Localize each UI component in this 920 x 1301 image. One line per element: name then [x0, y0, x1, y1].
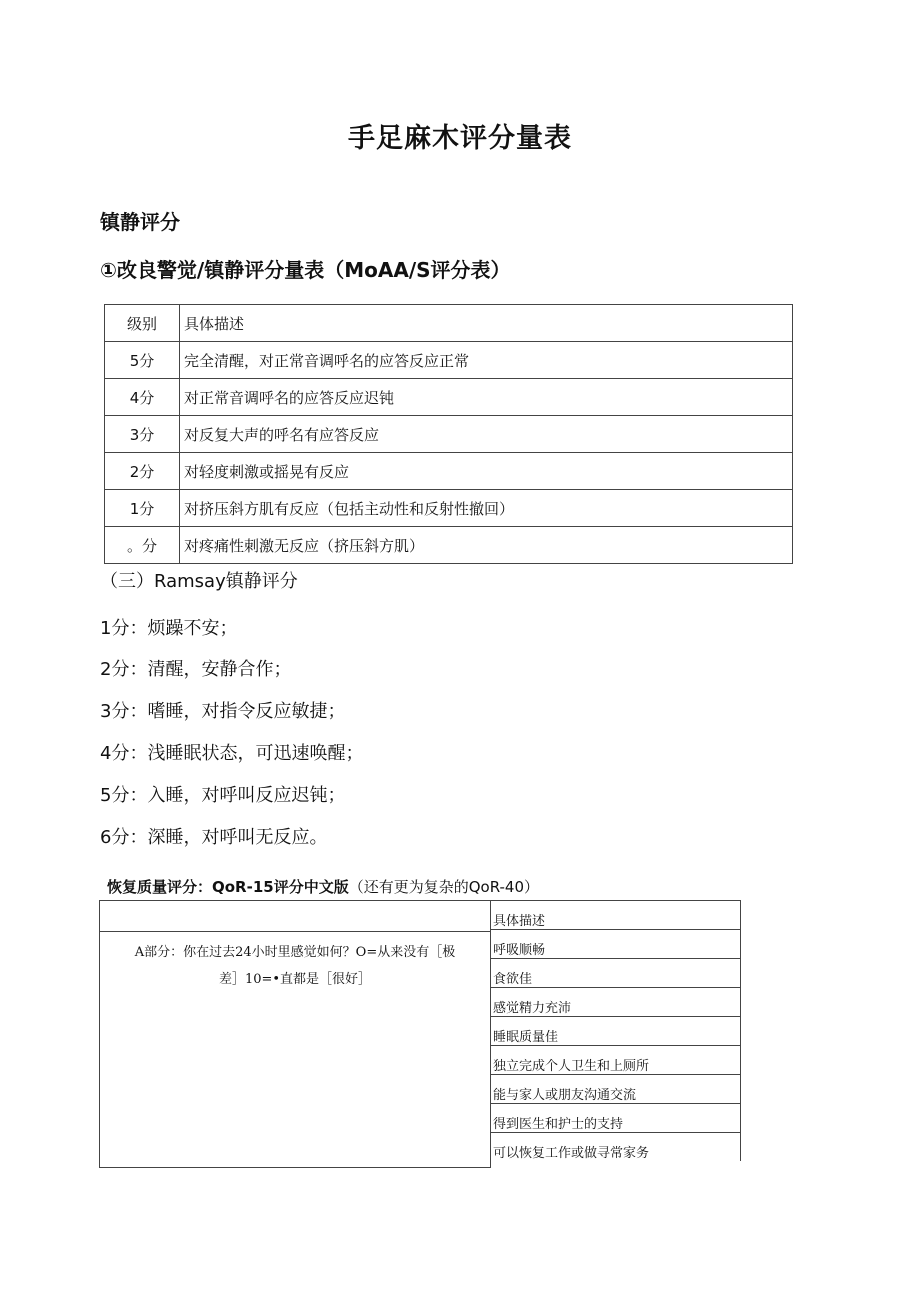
qor-item: 睡眠质量佳 [491, 1017, 741, 1046]
table-row [491, 959, 741, 988]
qor-part-a-question [104, 939, 486, 993]
qor-header-divider [100, 931, 490, 932]
section-heading: 镇静评分 [100, 210, 180, 234]
qor-heading [107, 876, 539, 897]
ramsay-item: 3分：嗜睡，对指令反应敏捷； [100, 701, 346, 722]
header-level: 级别 [105, 305, 180, 342]
desc-cell: 对反复大声的呼名有应答反应 [180, 416, 793, 453]
moaa-heading: ①改良警觉/镇静评分量表（MoAA/S评分表） [100, 258, 511, 282]
table-row [491, 988, 741, 1017]
qor-item: 感觉精力充沛 [491, 988, 741, 1017]
desc-cell: 对挤压斜方肌有反应（包括主动性和反射性撤回） [180, 490, 793, 527]
desc-cell: 对疼痛性刺激无反应（挤压斜方肌） [180, 527, 793, 564]
ramsay-heading: （三）Ramsay镇静评分 [100, 571, 298, 592]
level-cell: 3分 [105, 416, 180, 453]
desc-cell: 对正常音调呼名的应答反应迟钝 [180, 379, 793, 416]
ramsay-item: 1分：烦躁不安； [100, 618, 238, 639]
qor-heading-note: （还有更为复杂的QoR-40） [348, 878, 540, 896]
table-row [491, 1046, 741, 1075]
table-row [105, 527, 793, 564]
ramsay-item: 6分：深睡，对呼叫无反应。 [100, 827, 328, 848]
qor-item: 得到医生和护士的支持 [491, 1104, 741, 1133]
qor-item: 能与家人或朋友沟通交流 [491, 1075, 741, 1104]
qor-part-a-cell [99, 900, 491, 1168]
table-row [105, 416, 793, 453]
table-row [105, 342, 793, 379]
table-row [105, 379, 793, 416]
qor-heading-bold: 恢复质量评分：QoR-15评分中文版 [107, 878, 349, 896]
moaa-table [104, 304, 793, 564]
qor-item: 食欲佳 [491, 959, 741, 988]
desc-cell: 完全清醒，对正常音调呼名的应答反应正常 [180, 342, 793, 379]
table-row [491, 1017, 741, 1046]
level-cell: 4分 [105, 379, 180, 416]
table-row [105, 453, 793, 490]
table-header-row [105, 305, 793, 342]
level-cell: 2分 [105, 453, 180, 490]
level-cell: 1分 [105, 490, 180, 527]
desc-cell: 对轻度刺激或摇晃有反应 [180, 453, 793, 490]
qor-item: 独立完成个人卫生和上厕所 [491, 1046, 741, 1075]
table-row [491, 1104, 741, 1133]
qor-desc-table [490, 900, 741, 1161]
table-row [491, 1075, 741, 1104]
table-row [491, 1133, 741, 1162]
ramsay-item: 4分：浅睡眠状态，可迅速唤醒； [100, 743, 364, 764]
qor-item: 可以恢复工作或做寻常家务 [491, 1133, 741, 1162]
level-cell: 5分 [105, 342, 180, 379]
qor-question-line: 差］10=•直都是［很好］ [218, 972, 372, 987]
qor-question-line: A部分：你在过去24小时里感觉如何？O=从来没有［极 [134, 945, 456, 960]
header-desc: 具体描述 [180, 305, 793, 342]
document-title: 手足麻木评分量表 [348, 123, 572, 154]
table-row [105, 490, 793, 527]
table-row [491, 930, 741, 959]
qor-item: 呼吸顺畅 [491, 930, 741, 959]
table-header-row [491, 901, 741, 930]
level-cell: 。分 [105, 527, 180, 564]
ramsay-item: 2分：清醒，安静合作； [100, 659, 292, 680]
ramsay-item: 5分：入睡，对呼叫反应迟钝； [100, 785, 346, 806]
qor-desc-header: 具体描述 [491, 901, 741, 930]
